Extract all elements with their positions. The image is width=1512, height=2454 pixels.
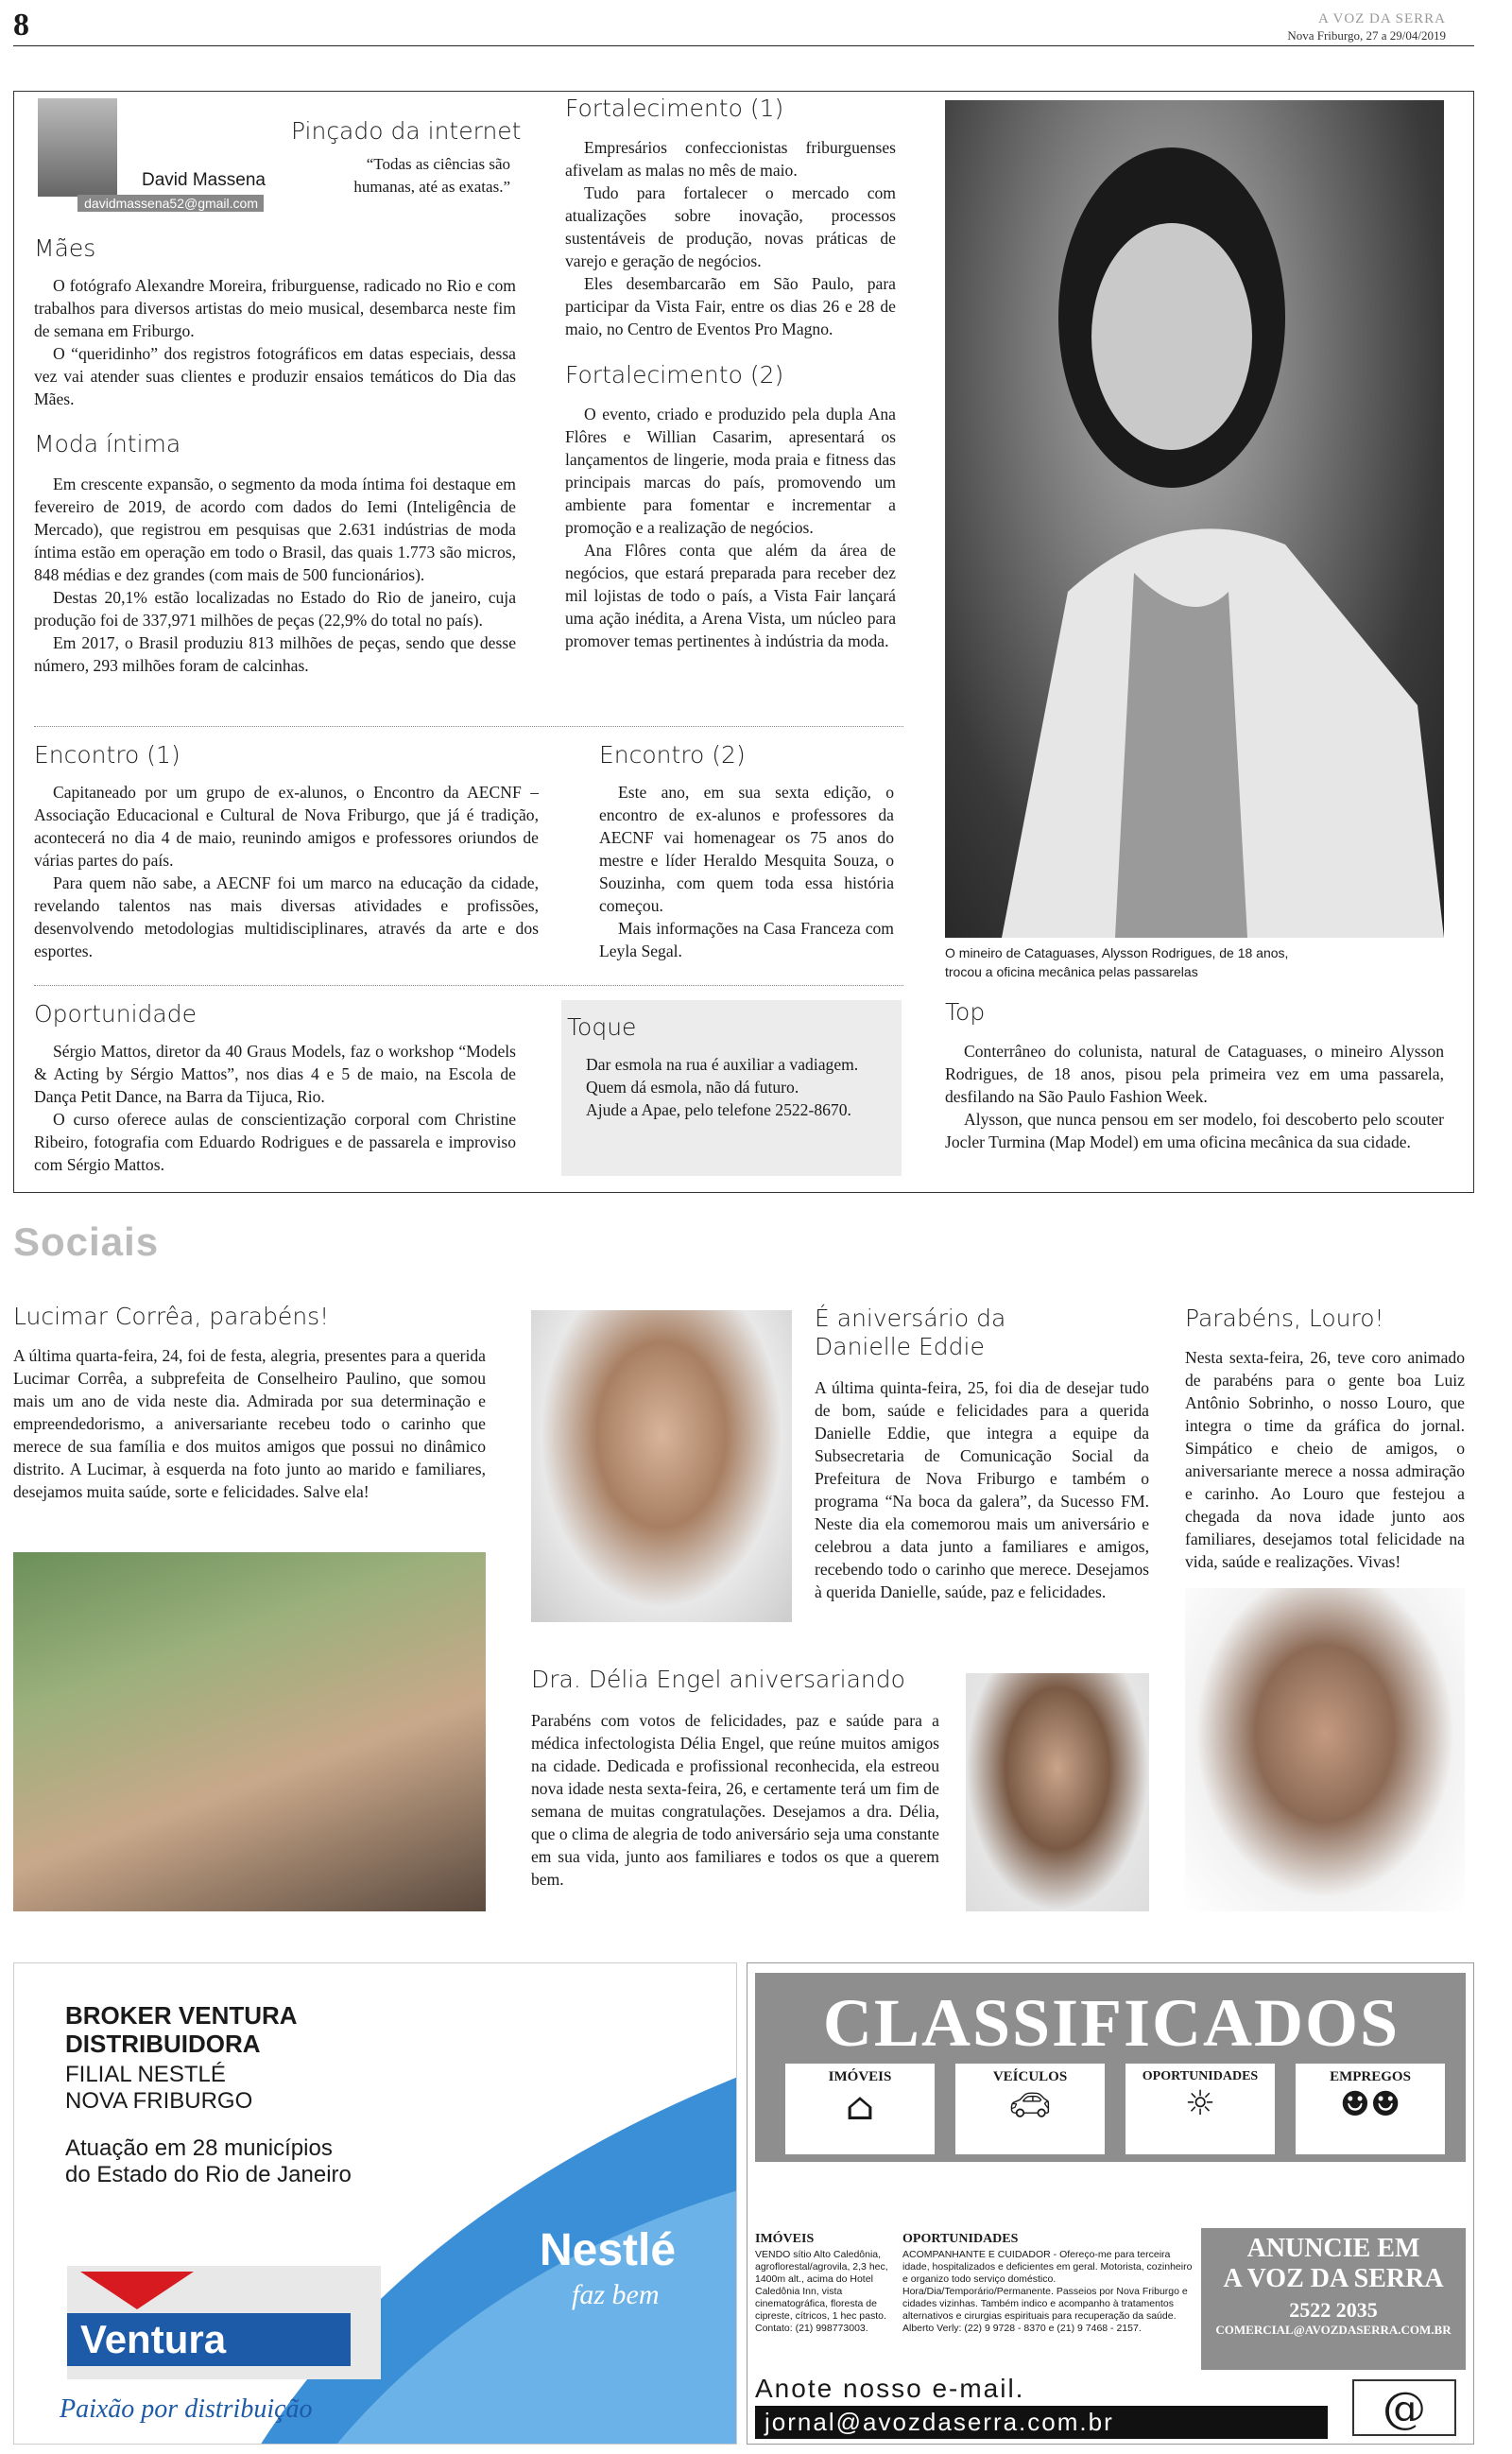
sociais-label: Sociais	[13, 1219, 160, 1264]
anuncie-line2: A VOZ DA SERRA	[1223, 2264, 1444, 2293]
anuncie-email: COMERCIAL@AVOZDASERRA.COM.BR	[1215, 2323, 1452, 2337]
top-text: Conterrâneo do colunista, natural de Cataguases, o mineiro Alysson Rodrigues, de 18 anos, pisou pela primeira vez em uma passarela, desfilando na São Paulo Fashion Week. Alysson, que nunca pensou em ser modelo, foi descoberto pelo scouter Jocler Turmina (Map Model) em uma oficina mecânica da sua cidade.	[945, 1042, 1444, 1151]
class-oport-text: ACOMPANHANTE E CUIDADOR - Ofereço-me para terceira idade, hospitalizados e deficientes em geral. Motorista, cozinheiro e organizo todo serviço doméstico. Hora/Dia/Temporário/Permanente. Passeios por Nova Friburgo e cidades vizinhas. Também indico e acompanho à tratamentos alternativos e cirurgias espirituais para recuperação da saúde. Alberto Verly: (22) 9 9728 - 8370 e (21) 9 7468 - 2157.	[902, 2249, 1193, 2334]
class-imoveis-head: IMÓVEIS	[755, 2232, 815, 2246]
class-cat-oport-label: OPORTUNIDADES	[1142, 2069, 1259, 2083]
danielle-photo	[531, 1310, 792, 1622]
class-oport-head: OPORTUNIDADES	[902, 2232, 1019, 2246]
ad-broker[interactable]	[13, 1962, 737, 2445]
lucimar-text: A última quarta-feira, 24, foi de festa, alegria, presentes para a querida Lucimar Corrêa, a subprefeita de Conselheiro Paulino, que somou mais um ano de vida neste dia. Admirada por sua determinação e empreendedorismo, a aniversariante recebeu todo o carinho que merece de sua família e dos muitos amigos que possui no dinâmico distrito. A Lucimar, à esquerda na foto junto ao marido e familiares, desejamos muita saúde, sorte e felicidades. Salve ela!	[13, 1346, 486, 1501]
delia-photo	[966, 1673, 1149, 1911]
model-photo	[945, 100, 1444, 938]
fort2-text: O evento, criado e produzido pela dupla Ana Flôres e Willian Casarim, apresentará os lançamentos de lingerie, moda praia e fitness das principais marcas do país, promovendo um ambiente para fomentar e incrementar a promoção e a realização de negócios. Ana Flôres conta que além da área de negócios, que estará preparada para receber dez mil lojistas de todo o país, a Vista Fair lançará uma ação inédita, a Arena Vista, um núcleo para promover temas pertinentes à indústria da moda.	[565, 405, 896, 650]
pincado-title: Pinçado da internet	[291, 117, 522, 145]
louro-photo	[1185, 1588, 1465, 1911]
at-sign-icon: @	[1383, 2382, 1426, 2433]
fort2-title: Fortalecimento (2)	[565, 361, 784, 389]
pincado-quote: “Todas as ciências são humanas, até as exatas.”	[353, 155, 510, 196]
toque-text: Dar esmola na rua é auxiliar a vadiagem. Quem dá esmola, não dá futuro. Ajude a Apae, pelo telefone 2522-8670.	[586, 1055, 859, 1119]
maes-text: O fotógrafo Alexandre Moreira, friburguense, radicado no Rio e com trabalhos para diversos artistas do meio musical, desembarca neste fim de semana em Friburgo. O “queridinho” dos registros fotográficos em datas especiais, dessa vez vai atender suas clientes e produzir ensaios temáticos do Dia das Mães.	[34, 276, 516, 408]
delia-text: Parabéns com votos de felicidades, paz e saúde para a médica infectologista Délia Engel, que reúne muitos amigos na cidade. Dedicada e profissional reconhecida, ela estreou nova idade nesta sexta-feira, 26, e certamente terá um fim de semana de muitas congratulações. Desejamos a dra. Délia, que o clima de alegria de todo aniversário seja uma constante em sua vida, junto aos familiares e todos os que a querem bem.	[531, 1711, 939, 1889]
class-cat-imoveis[interactable]	[785, 2064, 935, 2154]
model-silhouette	[945, 100, 1444, 938]
broker-line6: do Estado do Rio de Janeiro	[65, 2162, 352, 2187]
class-cat-veiculos[interactable]	[955, 2064, 1105, 2154]
broker-line4: NOVA FRIBURGO	[65, 2088, 253, 2114]
dateline: Nova Friburgo, 27 a 29/04/2019	[1287, 28, 1446, 43]
toque-title: Toque	[567, 1013, 637, 1041]
class-cat-oportunidades[interactable]	[1125, 2064, 1275, 2154]
anuncie-box[interactable]	[1201, 2228, 1466, 2370]
rule-2	[34, 985, 903, 986]
enc1-title: Encontro (1)	[34, 741, 180, 769]
moda-title: Moda íntima	[34, 430, 181, 458]
fort1-title: Fortalecimento (1)	[565, 95, 784, 122]
class-cat-empregos-label: EMPREGOS	[1330, 2069, 1411, 2084]
ventura-chevron-icon	[80, 2272, 194, 2309]
envelope-icon	[1352, 2379, 1456, 2436]
top-title: Top	[945, 998, 986, 1026]
class-cat-empregos[interactable]	[1296, 2064, 1445, 2154]
broker-line1: BROKER VENTURA	[65, 2001, 298, 2030]
author-photo	[38, 98, 117, 197]
ventura-slogan: Paixão por distribuição	[60, 2394, 313, 2424]
page-number: 8	[13, 8, 29, 43]
maes-title: Mães	[34, 234, 96, 262]
class-imoveis-text: VENDO sítio Alto Caledônia, agroflorestal/agrovila, 2,3 hec, 1400m alt., acima do Hotel Caledônia Inn, vista cinematográfica, floresta de cipreste, cítricos, 1 hec pasto. Contato: (21) 998773003.	[755, 2249, 888, 2334]
house-icon: ⌂	[845, 2085, 875, 2129]
anuncie-phone: 2522 2035	[1289, 2298, 1378, 2322]
louro-title: Parabéns, Louro!	[1185, 1305, 1384, 1332]
jornal-email[interactable]: jornal@avozdaserra.com.br	[755, 2406, 1328, 2439]
class-cat-imoveis-label: IMÓVEIS	[828, 2069, 892, 2084]
nestle-tagline: faz bem	[572, 2279, 660, 2310]
car-icon: 🚗︎	[1008, 2086, 1052, 2125]
enc2-title: Encontro (2)	[599, 741, 746, 769]
danielle-text: A última quinta-feira, 25, foi dia de desejar tudo de bom, saúde e felicidades para a querida Danielle Eddie, que integra a equipe da Subsecretaria de Comunicação Social da Prefeitura de Nova Friburgo e também o programa “Na boca da galera”, da Sucesso FM. Neste dia ela comemorou mais um aniversário e celebrou a data junto a familiares e amigos, recebendo todo o carinho que merece. Desejamos à querida Danielle, saúde, paz e felicidades.	[815, 1378, 1149, 1601]
danielle-title-2: Danielle Eddie	[815, 1333, 985, 1360]
oport-text: Sérgio Mattos, diretor da 40 Graus Models, faz o workshop “Models & Acting by Sérgio Mattos”, nos dias 4 e 5 de maio, na Escola de Dança Petit Dance, na Barra da Tijuca, Rio. O curso oferece aulas de conscientização corporal com Christine Ribeiro, fotografia com Eduardo Rodrigues e de passarela e improviso com Sérgio Mattos.	[34, 1042, 516, 1174]
nestle-logo: Nestlé	[540, 2225, 677, 2275]
lucimar-photo	[13, 1552, 486, 1911]
masthead: A VOZ DA SERRA	[1318, 11, 1446, 26]
anuncie-line1: ANUNCIE EM	[1246, 2234, 1420, 2263]
enc1-text: Capitaneado por um grupo de ex-alunos, o Encontro da AECNF – Associação Educacional e Cultural de Nova Friburgo, que já é tradição, acontecerá no dia 4 de maio, reunindo amigos e professores oriundos de várias partes do país. Para quem não sabe, a AECNF foi um marco na educação da cidade, revelando talentos nas mais diversas atividades e profissões, desenvolvendo metodologias multidisciplinares, através da arte e dos esportes.	[34, 783, 539, 960]
broker-line3: FILIAL NESTLÉ	[65, 2062, 226, 2087]
fort1-text: Empresários confeccionistas friburguenses afivelam as malas no mês de maio. Tudo para fortalecer o mercado com atualizações sobre inovação, processos sustentáveis de produção, novas práticas de varejo e geração de negócios. Eles desembarcarão em São Paulo, para participar da Vista Fair, entre os dias 26 e 28 de maio, no Centro de Eventos Pro Magno.	[565, 138, 896, 338]
ad-classificados[interactable]	[747, 1962, 1474, 2445]
lightbulb-icon: ☼	[1184, 2084, 1216, 2123]
ventura-brand: Ventura	[67, 2313, 351, 2366]
rule-1	[34, 726, 903, 727]
danielle-title-1: É aniversário da	[815, 1305, 1006, 1332]
enc2-text: Este ano, em sua sexta edição, o encontro de ex-alunos e professores da AECNF vai homenagear os 75 anos do mestre e líder Heraldo Mesquita Souza, o Souzinha, com quem toda essa história começou. Mais informações na Casa Franceza com Leyla Segal.	[599, 783, 894, 960]
author-email: davidmassena52@gmail.com	[77, 195, 264, 212]
broker-line5: Atuação em 28 municípios	[65, 2135, 333, 2161]
class-title: CLASSIFICADOS	[822, 1985, 1400, 2061]
moda-text: Em crescente expansão, o segmento da moda íntima foi destaque em fevereiro de 2019, de acordo com dados do Iemi (Inteligência de Mercado), que registrou em pesquisas que 2.631 indústrias de moda íntima estão em operação em todo o Brasil, das quais 1.773 são micros, 848 médias e dez grandes (com mais de 500 funcionários). Destas 20,1% estão localizadas no Estado do Rio de janeiro, cuja produção foi de 337,971 milhões de peças (22,9% do total no país). Em 2017, o Brasil produziu 813 milhões de peças, sendo que desse número, 293 milhões foram de calcinhas.	[34, 475, 516, 675]
ventura-logo-box	[67, 2266, 381, 2379]
lucimar-title: Lucimar Corrêa, parabéns!	[13, 1303, 330, 1330]
broker-line2: DISTRIBUIDORA	[65, 2030, 261, 2058]
photo-caption: O mineiro de Cataguases, Alysson Rodrigues, de 18 anos, trocou a oficina mecânica pelas passarelas	[945, 945, 1289, 979]
class-cat-veiculos-label: VEÍCULOS	[992, 2069, 1068, 2084]
louro-text: Nesta sexta-feira, 26, teve coro animado de parabéns para o gente boa Luiz Antônio Sobrinho, o nosso Louro, que integra o time da gráfica do jornal. Simpático e cheio de amigos, o aniversariante merece a nossa admiração e carinho. Ao Louro que festejou a chegada da nova idade junto aos familiares, desejamos total felicidade na vida, saúde e realizações. Vivas!	[1185, 1348, 1465, 1571]
anote-label: Anote nosso e-mail.	[755, 2374, 1025, 2403]
people-icon: ☻☻	[1339, 2085, 1401, 2124]
oport-title: Oportunidade	[34, 1000, 197, 1028]
delia-title: Dra. Délia Engel aniversariando	[531, 1666, 905, 1693]
header-rule	[13, 45, 1474, 46]
author-name: David Massena	[142, 170, 266, 190]
